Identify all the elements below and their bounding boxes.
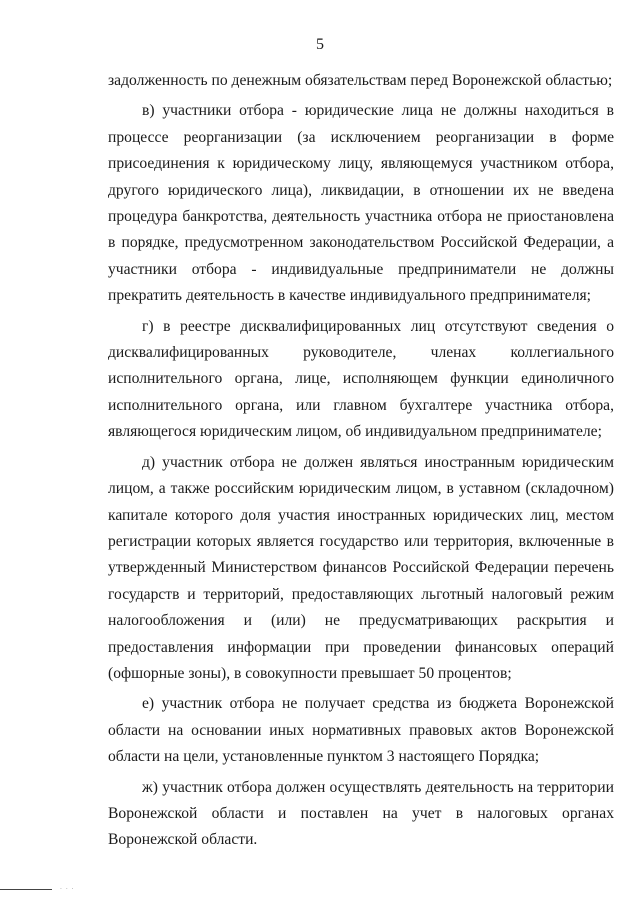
footer-marks: · · · [60, 886, 75, 893]
paragraph-item-e: е) участник отбора не получает средства из бюджета Воронежской области на основании иных нормативных правовых актов Воронежской области на цели, установленные пунктом 3 настоящего Порядка; [108, 695, 614, 766]
page-number: 5 [316, 36, 324, 53]
paragraph-item-v: в) участники отбора - юридические лица не должны находиться в процессе реорганизации (за исключением реорганизации в форме присоединения к юридическому лицу, являющемуся участником отбора, другого юридического лица), ликвидации, в отношении их не введена процедура банкротства, деятельность участника отбора не приостановлена в порядке, предусмотренном законодательством Российской Федерации, а участники отбора - индивидуальные предприниматели не должны прекратить деятельность в качестве индивидуального предпринимателя; [108, 102, 614, 305]
footer-rule [0, 889, 52, 890]
paragraph-item-d: д) участник отбора не должен являться иностранным юридическим лицом, а также российским юридическим лицом, в уставном (складочном) капитале которого доля участия иностранных юридических лиц, местом регистрации которых является государство или территория, включенные в утвержденный Министерством финансов Российской Федерации перечень государств и территорий, предоставляющих льготный налоговый режим налогообложения и (или) не предусматривающих раскрытия и предоставления информации при проведении финансовых операций (офшорные зоны), в совокупности превышает 50 процентов; [108, 453, 614, 682]
paragraph-continuation: задолженность по денежным обязательствам перед Воронежской областью; [108, 72, 613, 89]
paragraph-item-zh: ж) участник отбора должен осуществлять деятельность на территории Воронежской области и поставлен на учет в налоговых органах Воронежской области. [108, 778, 614, 849]
document-body [108, 68, 614, 854]
paragraph-item-g: г) в реестре дисквалифицированных лиц отсутствуют сведения о дисквалифицированных руководителе, членах коллегиального исполнительного органа, лице, исполняющем функции единоличного исполнительного органа, или главном бухгалтере участника отбора, являющегося юридическим лицом, об индивидуальном предпринимателе; [108, 317, 614, 441]
